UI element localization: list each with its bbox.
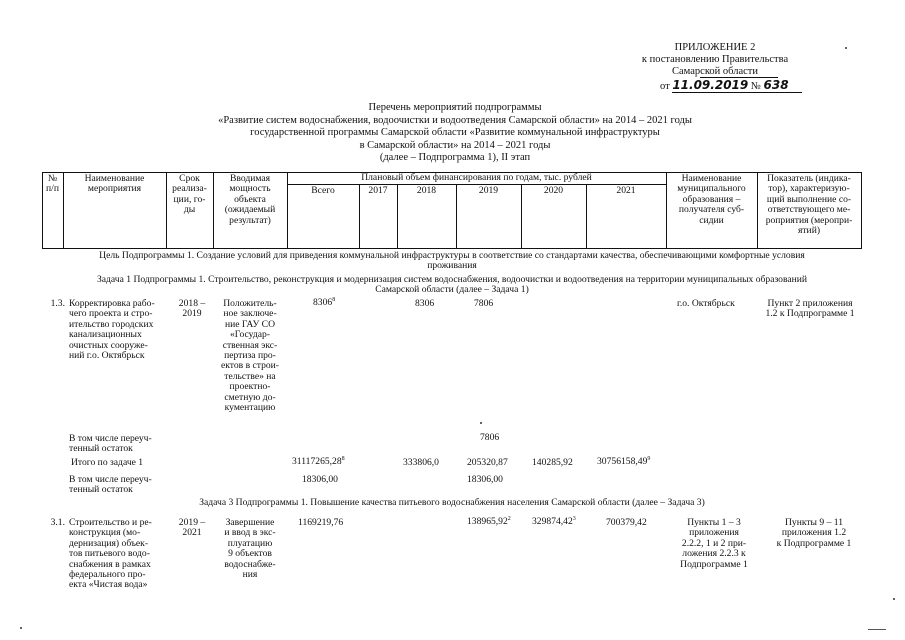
- header-year-2020: 2020: [543, 185, 564, 196]
- row13-capacity-8: тельстве» на: [224, 370, 276, 382]
- header-indicator-6: ятий): [797, 225, 821, 237]
- goal-text: [42, 251, 862, 272]
- row31-2020-value: 329874,42: [532, 516, 573, 527]
- total-task1-2021: [597, 457, 672, 467]
- total-task1-2021-value: 30756158,49: [597, 456, 648, 467]
- row13-capacity-2: ное заключе-: [223, 308, 277, 320]
- task1-line-1: Задача 1 Подпрограммы 1. Строительство, реконструкция и модернизация систем водоснабжения, водоочистки и водоотведения на территории муниципальных образований: [96, 274, 808, 285]
- row13-capacity: [213, 299, 287, 413]
- row31-indicator-1: Пункты 9 – 11: [784, 517, 844, 528]
- row31-municipality: [668, 518, 760, 570]
- incl1-label-2: тенный остаток: [69, 443, 133, 455]
- row31-2020: [532, 517, 592, 527]
- row13-capacity-6: пертиза про-: [224, 350, 276, 362]
- header-financing: Плановый объем финансирования по годам, тыс. рублей: [361, 172, 592, 183]
- goal-line-1: Цель Подпрограммы 1. Создание условий для приведения коммунальной инфраструктуры в соответствие со стандартами качества, обеспечивающими комфортные условия: [99, 250, 805, 261]
- header-term-2: реализа-: [172, 183, 207, 195]
- row31-capacity-1: Завершение: [225, 517, 275, 528]
- row31-indicator-3: к Подпрограмме 1: [776, 537, 852, 549]
- row13-2019: 7806: [474, 298, 494, 309]
- goal-line-2: проживания: [427, 260, 477, 272]
- row31-term-2: 2021: [182, 527, 202, 539]
- header-name: [63, 174, 166, 195]
- header-municipality-5: сидии: [699, 214, 724, 226]
- header-capacity-2: мощность: [229, 183, 271, 195]
- header-indicator: [757, 174, 861, 236]
- date-underline: [672, 92, 802, 93]
- row31-2019-value: 138965,92: [467, 516, 508, 527]
- row31-2020-footnote: 3: [572, 515, 576, 522]
- title-line-5: (далее – Подпрограмма 1), II этап: [379, 152, 531, 163]
- header-total: Всего: [311, 185, 335, 196]
- title-line-2: «Развитие систем водоснабжения, водоочистки и водоотведения Самарской области» на 2014 – 2021 годы: [218, 114, 692, 126]
- row31-name-5: снабжения в рамках: [69, 558, 151, 570]
- header-name-2: мероприятия: [87, 183, 142, 195]
- header-municipality: [666, 174, 757, 226]
- total-task1-total-footnote: 8: [341, 455, 345, 462]
- row13-name-3: ительство городских: [69, 318, 154, 330]
- row31-municipality-2: приложения: [689, 527, 739, 539]
- incl2-label-1: В том числе переуч-: [69, 474, 152, 485]
- row31-capacity-3: плуатацию: [227, 537, 273, 549]
- incl1-label-1: В том числе переуч-: [69, 433, 152, 444]
- incl1-2019: 7806: [480, 432, 500, 443]
- incl2-label: [69, 475, 169, 496]
- header-capacity-1: Вводимая: [229, 173, 271, 184]
- row31-capacity-5: водоснабже-: [224, 558, 276, 570]
- row31-term: [170, 518, 214, 539]
- row31-municipality-4: ложения 2.2.3 к: [682, 548, 746, 560]
- signature-date: 11.09.2019: [672, 78, 749, 92]
- incl2-2019: 18306,00: [467, 474, 503, 485]
- incl2-label-2: тенный остаток: [69, 484, 133, 496]
- row13-capacity-3: ние ГАУ СО: [224, 318, 276, 330]
- row13-total-value: 8306: [313, 297, 333, 308]
- row13-2018: 8306: [415, 298, 435, 309]
- header-num-2: п/п: [46, 183, 59, 195]
- row13-capacity-1: Положитель-: [223, 298, 277, 309]
- total-task1-label: Итого по задаче 1: [71, 457, 144, 468]
- header-capacity-4: (ожидаемый: [224, 204, 276, 216]
- incl2-total: 18306,00: [302, 474, 338, 485]
- row13-name-2: чего проекта и стро-: [69, 308, 153, 320]
- row31-2019: [467, 517, 527, 527]
- header-indicator-5: роприятия (меропри-: [765, 214, 853, 226]
- row31-term-1: 2019 –: [178, 517, 206, 528]
- appendix-header: [630, 42, 800, 78]
- header-term-3: ции, го-: [173, 193, 206, 205]
- row13-indicator-2: 1.2 к Подпрограмме 1: [765, 308, 855, 320]
- task1-line-2: Самарской области (далее – Задача 1): [375, 284, 529, 296]
- row13-capacity-7: ектов в строи-: [220, 360, 279, 372]
- header-capacity-5: результат): [229, 214, 271, 226]
- header-municipality-4: получателя суб-: [678, 204, 745, 216]
- row31-name-1: Строительство и ре-: [69, 517, 152, 528]
- row31-name-3: дернизация) объек-: [69, 537, 149, 549]
- appendix-subtitle: к постановлению Правительства: [641, 54, 789, 65]
- title-line-4: в Самарской области» на 2014 – 2021 годы: [359, 139, 551, 151]
- total-task1-total: [292, 457, 362, 467]
- row13-name-1: Корректировка рабо-: [69, 298, 155, 309]
- header-num: [42, 174, 63, 195]
- row31-capacity-6: ния: [242, 569, 258, 581]
- row13-capacity-5: ственная экс-: [222, 339, 278, 351]
- header-indicator-1: Показатель (индика-: [767, 173, 851, 184]
- header-year-2019: 2019: [478, 185, 499, 196]
- number-prefix: №: [750, 81, 761, 92]
- total-task1-total-value: 31117265,28: [292, 456, 342, 467]
- row13-capacity-10: сметную до-: [224, 391, 276, 403]
- header-municipality-1: Наименование: [681, 173, 742, 184]
- header-indicator-4: ответствующего ме-: [767, 204, 851, 216]
- scan-edge-mark: [868, 629, 886, 630]
- header-name-1: Наименование: [84, 173, 145, 184]
- header-indicator-3: щий выполнение со-: [766, 193, 852, 205]
- header-capacity: [213, 174, 287, 226]
- row13-municipality: г.о. Октябрьск: [677, 298, 735, 309]
- document-title: [150, 102, 760, 165]
- appendix-region: Самарской области: [672, 66, 758, 77]
- title-line-3: государственной программы Самарской области «Развитие коммунальной инфраструктуры: [250, 127, 660, 138]
- table-header-bottom-border: [42, 248, 862, 249]
- row13-name-5: очистных сооруже-: [69, 339, 148, 351]
- row13-term-1: 2018 –: [178, 298, 206, 309]
- col-border-12: [861, 172, 862, 248]
- row31-total: 1169219,76: [298, 517, 344, 528]
- row31-capacity-4: 9 объектов: [228, 548, 272, 560]
- scan-speck: [845, 47, 847, 49]
- total-task1-2018: 333806,0: [403, 457, 439, 468]
- header-term-1: Срок: [179, 173, 200, 184]
- row13-name: [69, 299, 169, 361]
- row31-name-7: екта «Чистая вода»: [69, 579, 148, 591]
- row31-2021: 700379,42: [606, 517, 647, 528]
- header-year-2018: 2018: [416, 185, 437, 196]
- row13-term-2: 2019: [182, 308, 202, 320]
- row13-name-4: канализационных: [69, 329, 142, 341]
- row31-capacity-2: и ввод в экс-: [224, 527, 276, 539]
- scan-speck: [480, 422, 482, 424]
- row31-capacity: [213, 518, 287, 580]
- total-task1-2020: 140285,92: [532, 457, 573, 468]
- row31-municipality-1: Пункты 1 – 3: [687, 517, 741, 528]
- row13-total: [313, 298, 363, 308]
- row31-name-2: конструкция (мо-: [69, 527, 141, 539]
- header-indicator-2: тор), характеризую-: [768, 183, 850, 195]
- row31-indicator-2: приложения 1.2: [781, 527, 847, 539]
- row13-indicator-1: Пункт 2 приложения: [767, 298, 853, 309]
- header-term: [166, 174, 213, 216]
- row31-name-4: тов питьевого водо-: [69, 548, 150, 560]
- header-year-2017: 2017: [368, 185, 388, 196]
- total-task1-2019: 205320,87: [467, 457, 508, 468]
- incl1-label: [69, 434, 169, 455]
- row31-name: [69, 518, 169, 591]
- row31-municipality-5: Подпрограмме 1: [680, 558, 748, 570]
- header-capacity-3: объекта: [234, 193, 266, 205]
- row31-num: 3.1.: [50, 517, 65, 528]
- row13-term: [170, 299, 214, 320]
- task3-text: Задача 3 Подпрограммы 1. Повышение качества питьевого водоснабжения населения Самарской области (далее – Задача 3): [199, 497, 705, 508]
- row13-total-footnote: 8: [332, 296, 336, 303]
- row31-2019-footnote: 2: [507, 515, 511, 522]
- header-municipality-2: муниципального: [677, 183, 746, 195]
- row13-num: 1.3.: [50, 298, 65, 309]
- signature-number: 638: [763, 78, 789, 92]
- scan-speck: [893, 598, 895, 600]
- scan-speck: [20, 627, 22, 629]
- row31-municipality-3: 2.2.2, 1 и 2 при-: [681, 537, 747, 549]
- row13-capacity-11: кументацию: [224, 402, 276, 414]
- appendix-title: ПРИЛОЖЕНИЕ 2: [674, 42, 756, 53]
- date-prefix: от: [660, 81, 670, 92]
- row13-indicator: [757, 299, 863, 320]
- row13-capacity-4: «Государ-: [230, 329, 270, 341]
- total-task1-2021-footnote: 9: [647, 455, 651, 462]
- row13-name-6: ний г.о. Октябрьск: [69, 350, 145, 362]
- row31-indicator: [764, 518, 864, 549]
- task1-text: [42, 275, 862, 296]
- header-term-4: ды: [183, 204, 196, 216]
- header-year-2021: 2021: [616, 185, 636, 196]
- title-line-1: Перечень мероприятий подпрограммы: [368, 102, 542, 113]
- row31-name-6: федерального про-: [69, 569, 146, 581]
- header-num-1: №: [47, 173, 58, 184]
- header-municipality-3: образования –: [682, 193, 741, 205]
- row13-capacity-9: проектно-: [229, 381, 271, 393]
- financing-sub-border: [287, 184, 666, 185]
